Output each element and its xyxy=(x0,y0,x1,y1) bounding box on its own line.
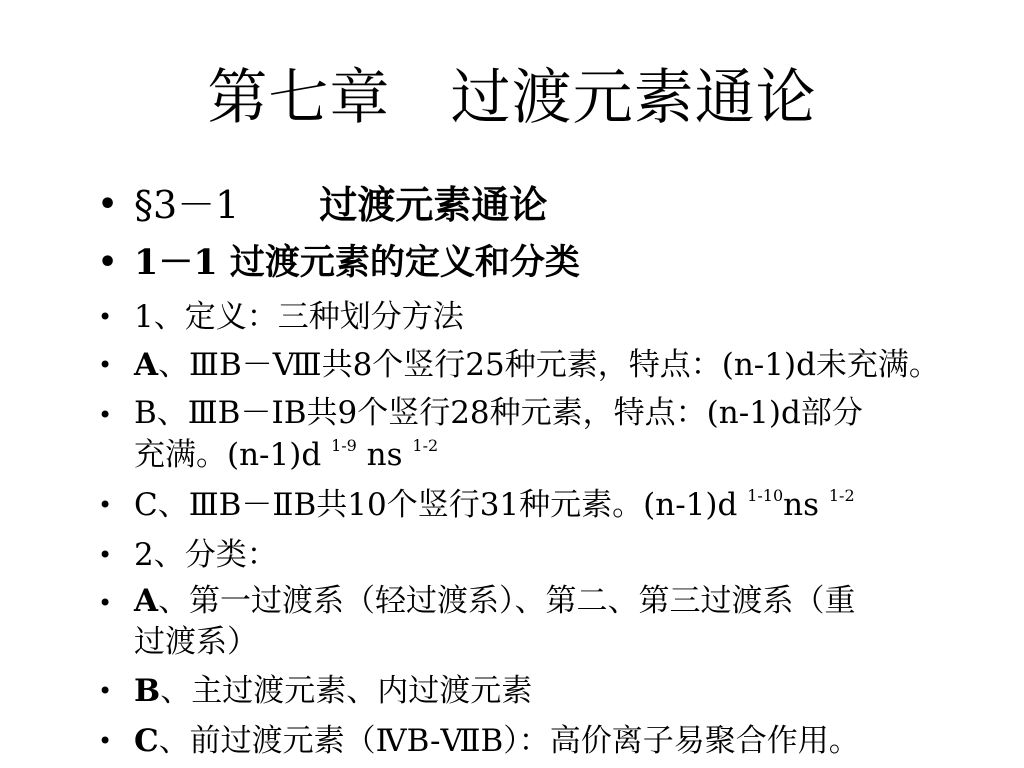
bullet-class-a xyxy=(96,580,996,668)
bullet-dot-icon: • xyxy=(98,491,113,519)
bullet-class-b xyxy=(96,668,996,718)
bullet-class-c xyxy=(96,718,996,766)
class-a-lead: A xyxy=(134,583,159,619)
class-b-lead: B xyxy=(134,673,161,709)
class-a-text1: 、第一过渡系（轻过渡系）、第二、第三过渡系（重 xyxy=(158,583,856,619)
bullet-dot-icon: • xyxy=(98,351,113,379)
bullet-dot-icon: • xyxy=(98,541,113,569)
bullet-dot-icon: • xyxy=(98,401,113,429)
item-a-text: 、ⅢB－Ⅷ共8个竖行25种元素，特点：(n-1)d未充满。 xyxy=(158,347,940,383)
bullet-dot-icon: • xyxy=(98,589,113,617)
class-a-line1 xyxy=(134,580,996,622)
item-c-text2: ns xyxy=(783,487,829,523)
item-c-sup2: 1-2 xyxy=(828,486,855,505)
bullet-dot-icon: • xyxy=(98,187,118,222)
bullet-dot-icon: • xyxy=(98,245,118,280)
item-a-lead: A xyxy=(134,347,159,383)
section-name: 过渡元素通论 xyxy=(319,182,548,227)
class-b-text: 、主过渡元素、内过渡元素 xyxy=(160,673,533,709)
subsection-title: 1－1 过渡元素的定义和分类 xyxy=(134,242,580,283)
item-b-text2b: ns xyxy=(356,437,413,473)
class-c-lead: C xyxy=(134,723,159,759)
item-b-line1: B、ⅢB－ⅠB共9个竖行28种元素，特点：(n-1)d部分 xyxy=(134,395,863,431)
bullet-item-a xyxy=(96,342,996,392)
bullet-dot-icon: • xyxy=(98,303,113,331)
item-c-sup1: 1-10 xyxy=(747,486,784,505)
item-b-text2a: 充满。(n-1)d xyxy=(134,437,332,473)
bullet-dot-icon: • xyxy=(98,677,113,705)
classification-text: 2、分类： xyxy=(134,537,278,573)
item-c-text: C、ⅢB－ⅡB共10个竖行31种元素。(n-1)d xyxy=(134,487,748,523)
item-b-line2 xyxy=(134,434,996,476)
section-number: §3－1 xyxy=(134,183,240,227)
bullet-item-b xyxy=(96,392,996,482)
bullet-subsection xyxy=(96,234,996,294)
definition-text: 1、定义：三种划分方法 xyxy=(134,299,464,335)
class-c-text: 、前过渡元素（ⅣB-ⅦB）：高价离子易聚合作用。 xyxy=(158,723,860,759)
bullet-classification xyxy=(96,532,996,580)
slide-title: 第七章 过渡元素通论 xyxy=(207,63,817,133)
bullet-list xyxy=(96,176,996,766)
item-b-sup1: 1-9 xyxy=(331,436,357,455)
bullet-dot-icon: • xyxy=(98,727,113,755)
item-b-sup2: 1-2 xyxy=(412,436,439,455)
bullet-item-c xyxy=(96,482,996,532)
bullet-section xyxy=(96,176,996,234)
bullet-definition xyxy=(96,294,996,342)
class-a-line2: 过渡系） xyxy=(134,624,258,660)
